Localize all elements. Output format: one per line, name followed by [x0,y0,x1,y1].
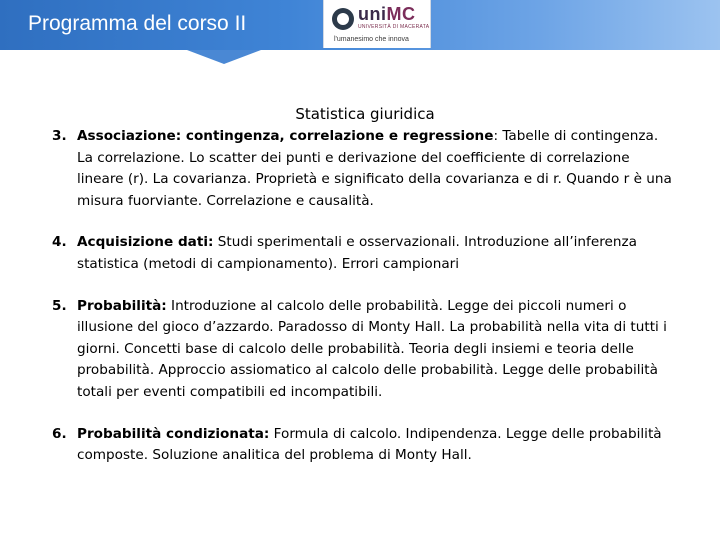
topic-body: Introduzione al calcolo delle probabilità. Legge dei piccoli numeri o illusione del gioco d’azzardo. Paradosso di Monty Hall. La probabilità nella vita di tutti i giorni. Concetti base di calcolo delle probabilità. Teoria degli insiemi e teoria delle probabilità. Approccio assiomatico al calcolo delle probabilità. Legge delle probabilità totali per eventi compatibili ed incompatibili. [77,297,667,400]
unimc-logo [323,0,431,48]
topic-body: : Tabelle di contingenza. La correlazione. Lo scatter dei punti e derivazione del coefficiente di correlazione lineare (r). La covarianza. Proprietà e significato della covarianza e di r. Quando r è una misura fuorviante. Correlazione e causalità. [77,128,672,209]
topic-heading: Probabilità condizionata: [77,425,270,442]
topic-number: 6. [52,425,67,442]
topic-item [52,126,672,212]
header-title: Programma del corso II [28,12,247,35]
header-notch [187,50,261,64]
topic-item [52,296,672,404]
document-title: Statistica giuridica [295,105,435,123]
logo-wordmark-uni: uni [358,4,387,24]
topic-heading: Probabilità: [77,297,167,314]
topic-list [52,126,672,487]
topic-number: 3. [52,128,67,144]
topic-heading: Acquisizione dati: [77,234,214,251]
logo-subtitle: UNIVERSITÀ DI MACERATA [358,24,430,30]
topic-item [52,232,672,275]
university-seal-icon [332,8,354,30]
logo-wordmark-mc: MC [386,4,416,24]
topic-number: 4. [52,234,67,251]
topic-body: Formula di calcolo. Indipendenza. Legge delle probabilità composte. Soluzione analitica del problema di Monty Hall. [77,425,662,464]
topic-number: 5. [52,297,67,314]
topic-heading: Associazione: contingenza, correlazione e regressione [77,128,494,144]
logo-wordmark [358,4,416,25]
topic-body: Studi sperimentali e osservazionali. Introduzione all’inferenza statistica (metodi di campionamento). Errori campionari [77,234,637,272]
logo-tagline: l'umanesimo che innova [334,36,409,43]
topic-item [52,424,672,467]
